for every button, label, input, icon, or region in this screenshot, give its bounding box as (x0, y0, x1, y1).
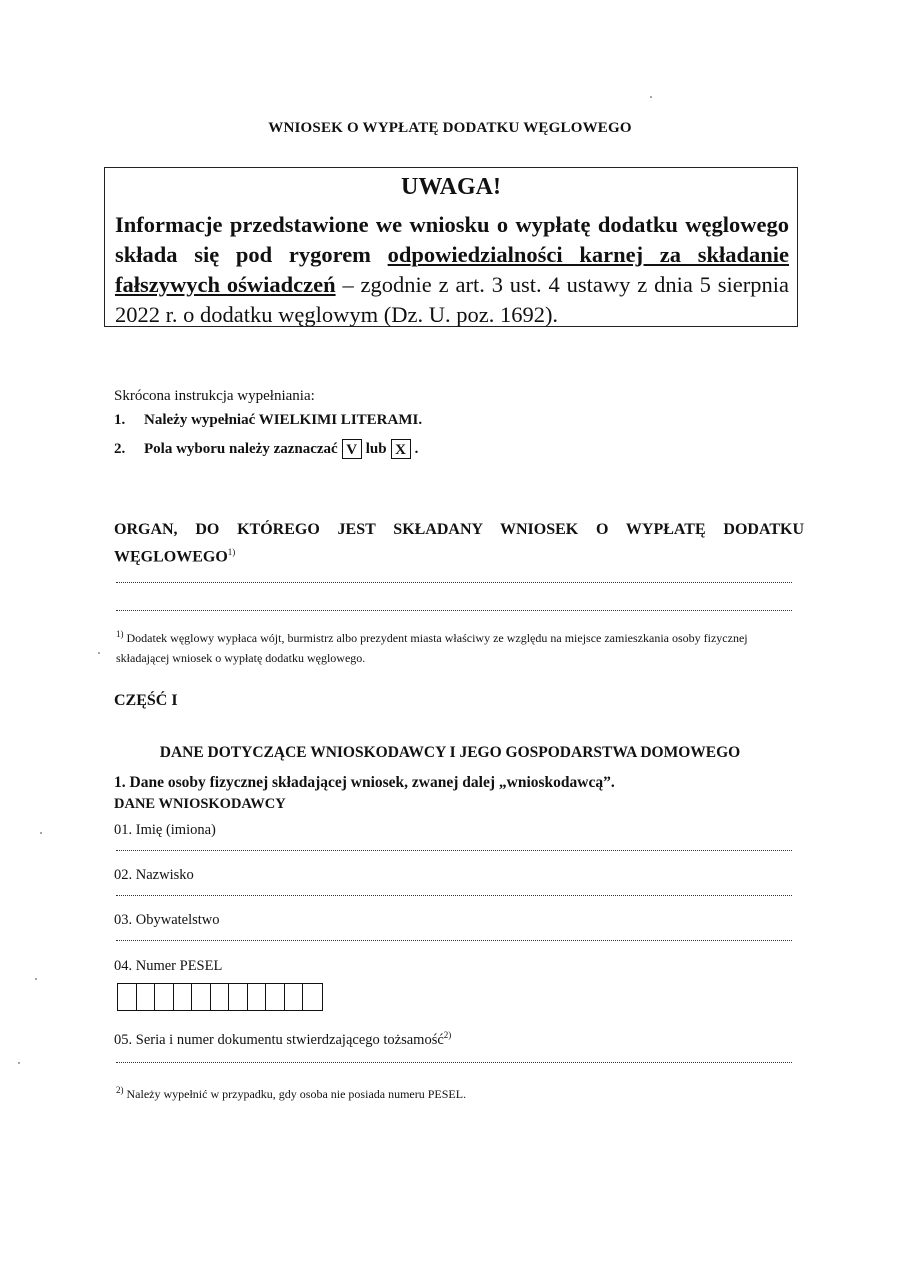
subsection-heading: DANE WNIOSKODAWCY (114, 796, 286, 812)
warning-text-underlined: odpowiedzialności karnej za składanie fałszywych oświadczeń (115, 242, 789, 297)
pesel-digit-box[interactable] (174, 984, 193, 1010)
instruction-text: Należy wypełniać WIELKIMI LITERAMI. (144, 412, 423, 428)
sample-checkbox-x: X (391, 439, 411, 459)
footnote-ref-1: 1) (227, 547, 236, 557)
first-name-field[interactable] (116, 848, 792, 851)
organ-field-line-1[interactable] (116, 580, 792, 583)
pesel-input[interactable] (117, 983, 323, 1011)
field-label-id-document (114, 1030, 451, 1049)
footnote-2 (116, 1080, 802, 1104)
instruction-connector: lub (365, 440, 387, 457)
footnote-1-text: Dodatek węglowy wypłaca wójt, burmistrz albo prezydent miasta właściwy ze względu na miejsce zamieszkania osoby fizycznej składającej wniosek o wypłatę dodatku węglowego. (116, 631, 748, 665)
footnote-2-mark: 2) (116, 1085, 124, 1095)
instruction-item-1 (114, 412, 422, 429)
field-label-first-name: 01. Imię (imiona) (114, 822, 216, 838)
warning-text-bold: Informacje przedstawione we wniosku o wypłatę dodatku węglowego składa się pod rygorem (115, 212, 789, 267)
surname-field[interactable] (116, 893, 792, 896)
document-title: WNIOSEK O WYPŁATĘ DODATKU WĘGLOWEGO (268, 120, 632, 136)
pesel-digit-box[interactable] (118, 984, 137, 1010)
organ-field-line-2[interactable] (116, 608, 792, 611)
scan-speck (40, 832, 42, 834)
field-label-citizenship: 03. Obywatelstwo (114, 912, 220, 928)
scan-speck (98, 652, 100, 654)
instruction-item-2 (114, 439, 418, 459)
instruction-end: . (414, 440, 419, 457)
sample-checkbox-v: V (342, 439, 362, 459)
pesel-digit-box[interactable] (266, 984, 285, 1010)
organ-heading (114, 518, 804, 568)
pesel-digit-box[interactable] (303, 984, 322, 1010)
instruction-number: 1. (114, 412, 126, 428)
footnote-1 (116, 624, 802, 668)
pesel-digit-box[interactable] (155, 984, 174, 1010)
pesel-digit-box[interactable] (248, 984, 267, 1010)
warning-box (104, 167, 798, 327)
footnote-ref-2: 2) (443, 1030, 452, 1040)
warning-text (115, 210, 789, 330)
footnote-2-text: Należy wypełnić w przypadku, gdy osoba nie posiada numeru PESEL. (126, 1087, 467, 1101)
section-title: DANE DOTYCZĄCE WNIOSKODAWCY I JEGO GOSPODARSTWA DOMOWEGO (159, 744, 741, 761)
field-label-pesel: 04. Numer PESEL (114, 958, 223, 974)
scan-speck (650, 96, 652, 98)
organ-heading-text: ORGAN, DO KTÓREGO JEST SKŁADANY WNIOSEK O WYPŁATĘ DODATKU WĘGLOWEGO (114, 521, 804, 566)
pesel-digit-box[interactable] (229, 984, 248, 1010)
instructions-title: Skrócona instrukcja wypełniania: (114, 388, 315, 404)
subsection-title: 1. Dane osoby fizycznej składającej wniosek, zwanej dalej „wnioskodawcą”. (114, 774, 615, 791)
instruction-text: Pola wyboru należy zaznaczać (144, 440, 338, 457)
pesel-digit-box[interactable] (211, 984, 230, 1010)
field-label-surname: 02. Nazwisko (114, 867, 194, 883)
footnote-1-mark: 1) (116, 629, 124, 639)
citizenship-field[interactable] (116, 938, 792, 941)
pesel-digit-box[interactable] (192, 984, 211, 1010)
pesel-digit-box[interactable] (285, 984, 304, 1010)
instruction-number: 2. (114, 440, 126, 457)
part-label: CZĘŚĆ I (114, 692, 178, 709)
scan-speck (35, 978, 37, 980)
warning-heading: UWAGA! (401, 174, 501, 200)
field-label-id-document-text: 05. Seria i numer dokumentu stwierdzającego tożsamość (114, 1031, 444, 1048)
pesel-digit-box[interactable] (137, 984, 156, 1010)
scan-speck (18, 1062, 20, 1064)
id-document-field[interactable] (116, 1060, 792, 1063)
warning-text-normal: – zgodnie z art. 3 ust. 4 ustawy z dnia 5 sierpnia 2022 r. o dodatku węglowym (Dz. U. poz. 1692). (115, 272, 790, 327)
